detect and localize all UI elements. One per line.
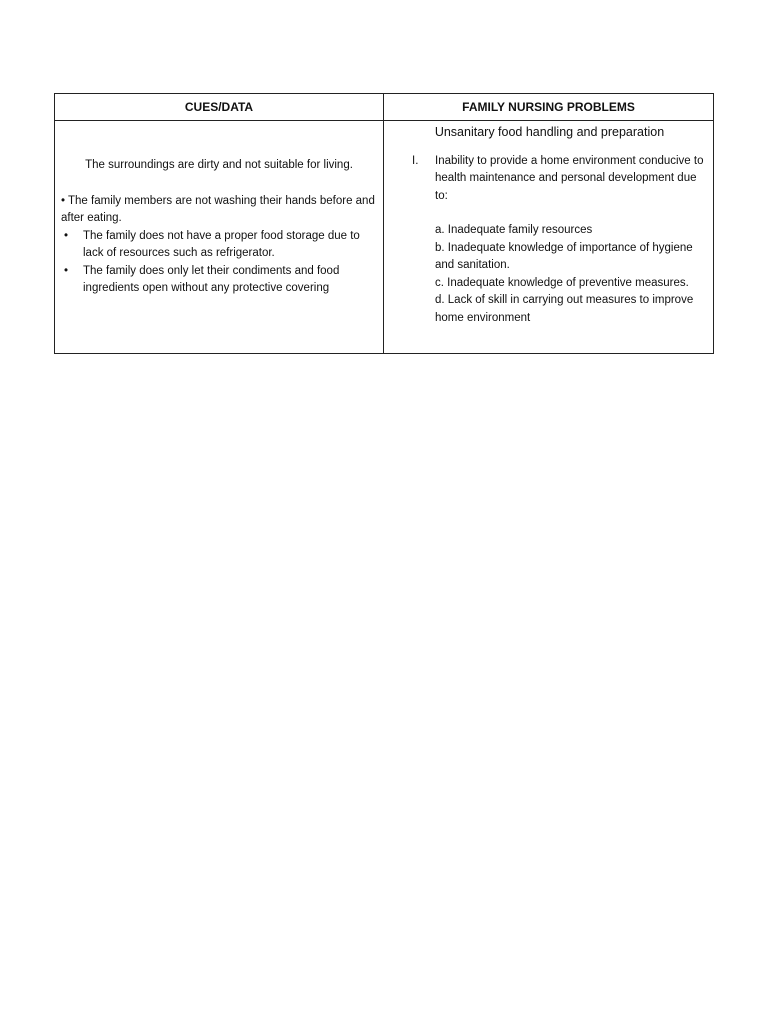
table-header-row xyxy=(55,94,714,121)
nursing-care-table xyxy=(54,93,714,354)
problem-heading: Unsanitary food handling and preparation xyxy=(434,125,665,139)
list-item xyxy=(61,263,377,298)
family-nursing-problems-cell xyxy=(384,121,714,354)
problem-causes-list xyxy=(392,222,707,327)
cues-bullet-list xyxy=(61,228,377,298)
cues-handwashing-text: • The family members are not washing their hands before and after eating. xyxy=(61,194,375,224)
cues-data-cell xyxy=(55,121,384,354)
list-item: a. Inadequate family resources xyxy=(435,224,593,236)
family-nursing-problems-header: FAMILY NURSING PROBLEMS xyxy=(384,94,714,121)
cues-intro-text: The surroundings are dirty and not suitable for living. xyxy=(85,159,353,171)
bullet-icon: • xyxy=(63,229,69,242)
cues-bullet-text: The family does only let their condiments and food ingredients open without any protective covering xyxy=(83,264,340,294)
cues-data-header: CUES/DATA xyxy=(55,94,384,121)
list-item: b. Inadequate knowledge of importance of hygiene and sanitation. xyxy=(435,241,693,271)
cues-bullet-text: The family does not have a proper food storage due to lack of resources such as refrigerator. xyxy=(83,229,360,259)
problem-item xyxy=(392,153,707,206)
list-item: d. Lack of skill in carrying out measures to improve home environment xyxy=(435,294,694,324)
bullet-icon: • xyxy=(63,264,69,277)
list-item: c. Inadequate knowledge of preventive measures. xyxy=(435,276,689,289)
list-item xyxy=(61,228,377,263)
problem-item-marker: I. xyxy=(412,154,419,167)
table-row xyxy=(55,121,714,354)
problem-item-text: Inability to provide a home environment conducive to health maintenance and personal development due to: xyxy=(435,154,704,202)
